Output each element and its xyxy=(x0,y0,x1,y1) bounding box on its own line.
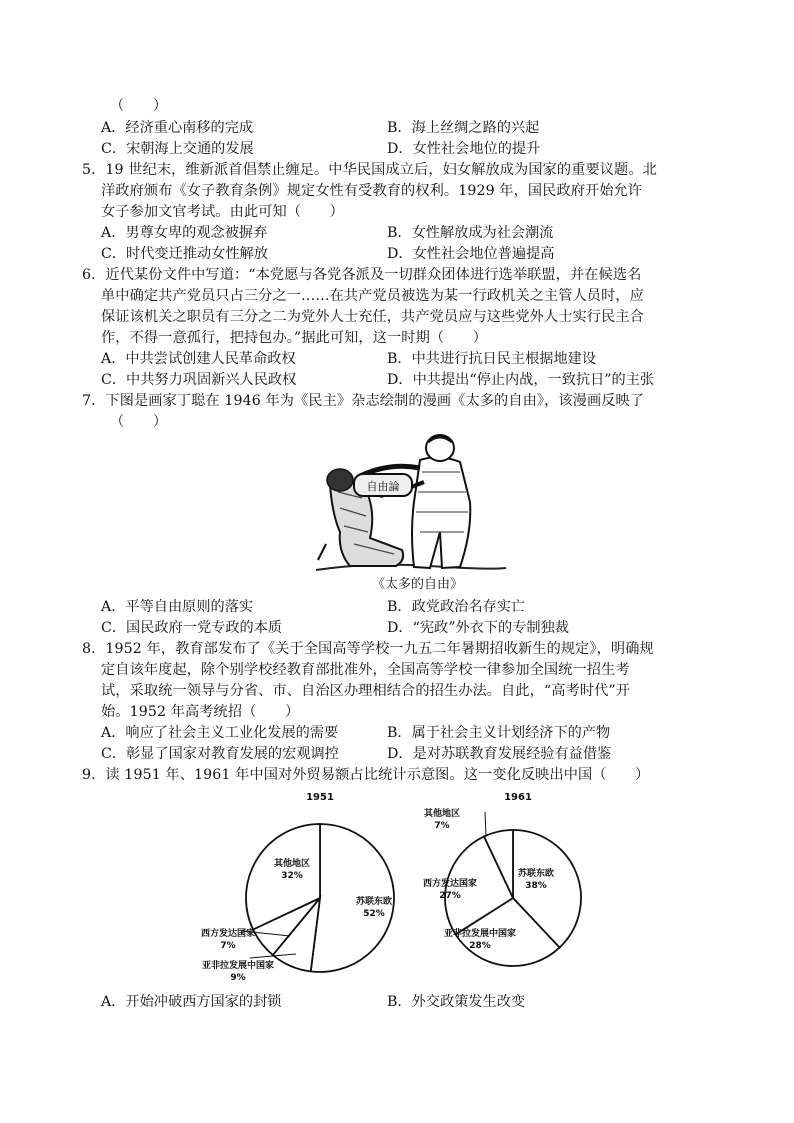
pie-slice-value: 28% xyxy=(469,941,491,951)
pie-slice-name: 苏联东欧 xyxy=(355,897,393,907)
q8-option-d: D．是对苏联教育发展经验有益借鉴 xyxy=(387,746,612,762)
trade-pie-charts xyxy=(180,786,600,986)
q9-option-b: B．外交政策发生改变 xyxy=(387,994,526,1010)
pie-slice-value: 52% xyxy=(363,909,385,919)
q5-option-a: A．男尊女卑的观念被摒弃 xyxy=(101,225,268,241)
q4-option-b: B．海上丝绸之路的兴起 xyxy=(387,120,540,136)
q8-stem-line: 8．1952 年，教育部发布了《关于全国高等学校一九五二年暑期招收新生的规定》，明确规 xyxy=(82,641,654,657)
q8-option-a: A．响应了社会主义工业化发展的需要 xyxy=(101,725,339,741)
q7-option-d: D．“宪政”外衣下的专制独裁 xyxy=(387,620,569,636)
q8-stem-line: 始。1952 年高考统招（ ） xyxy=(101,704,300,720)
q4-answer-blank: （ ） xyxy=(110,98,168,114)
pie-slice-value: 7% xyxy=(434,821,450,831)
cartoon-scroll-text: 自由論 xyxy=(366,480,400,493)
q8-stem-line: 试，采取统一领导与分省、市、自治区办理相结合的招生办法。自此，“高考时代”开 xyxy=(101,683,631,699)
q5-stem-line: 5．19 世纪末，维新派首倡禁止缠足。中华民国成立后，妇女解放成为国家的重要议题。北 xyxy=(82,162,657,178)
cartoon-figure xyxy=(310,432,510,577)
q4-option-a: A．经济重心南移的完成 xyxy=(101,120,254,136)
pie-slice-name: 西方发达国家 xyxy=(200,929,256,939)
pie-chart-svg xyxy=(180,786,600,986)
q6-stem-line: 保证该机关之职员有三分之二为党外人士充任，共产党员应与这些党外人士实行民主合 xyxy=(101,309,644,325)
q6-option-c: C．中共努力巩固新兴人民政权 xyxy=(101,372,297,388)
pie-slice-name: 西方发达国家 xyxy=(422,879,478,889)
q6-option-b: B．中共进行抗日民主根据地建设 xyxy=(387,351,597,367)
pie-leader-line xyxy=(485,812,486,836)
q7-option-a: A．平等自由原则的落实 xyxy=(101,599,254,615)
q5-option-d: D．女性社会地位普遍提高 xyxy=(387,246,555,262)
pie-slice-name: 其他地区 xyxy=(273,859,311,869)
pie-slice-name: 苏联东欧 xyxy=(517,869,555,879)
pie-slice-value: 32% xyxy=(281,871,303,881)
q5-option-c: C．时代变迁推动女性解放 xyxy=(101,246,268,262)
q7-option-c: C．国民政府一党专政的本质 xyxy=(101,620,283,636)
q9-stem-line: 9．读 1951 年、1961 年中国对外贸易额占比统计示意图。这一变化反映出中国（ ） xyxy=(82,767,650,783)
q6-stem-line: 作，不得一意孤行，把持包办。”据此可知，这一时期（ ） xyxy=(101,330,488,346)
pie-chart-1951 xyxy=(201,792,394,983)
pie-title: 1961 xyxy=(504,792,532,803)
q8-stem-line: 定自该年度起，除个别学校经教育部批准外，全国高等学校一律参加全国统一招生考 xyxy=(101,662,630,678)
pie-slice-name: 亚非拉发展中国家 xyxy=(201,961,275,971)
q8-option-b: B．属于社会主义计划经济下的产物 xyxy=(387,725,611,741)
pie-slice-value: 27% xyxy=(439,891,461,901)
q6-stem-line: 单中确定共产党员只占三分之一……在共产党员被选为某一行政机关之主管人员时，应 xyxy=(101,288,644,304)
q6-option-a: A．中共尝试创建人民革命政权 xyxy=(101,351,296,367)
q4-option-c: C．宋朝海上交通的发展 xyxy=(101,141,254,157)
q7-stem-line: （ ） xyxy=(110,414,168,430)
q4-option-d: D．女性社会地位的提升 xyxy=(387,141,541,157)
q7-stem-line: 7．下图是画家丁聪在 1946 年为《民主》杂志绘制的漫画《太多的自由》，该漫画反映了 xyxy=(82,393,645,409)
q7-option-b: B．政党政治名存实亡 xyxy=(387,599,526,615)
q8-option-c: C．彰显了国家对教育发展的宏观调控 xyxy=(101,746,339,762)
q5-stem-line: 洋政府颁布《女子教育条例》规定女性有受教育的权利。1929 年，国民政府开始允许 xyxy=(101,183,643,199)
pie-slice-name: 其他地区 xyxy=(423,809,461,819)
pie-slice-value: 7% xyxy=(220,941,236,951)
q5-option-b: B．女性解放成为社会潮流 xyxy=(387,225,554,241)
pie-slice-value: 38% xyxy=(525,881,547,891)
cartoon-illustration xyxy=(310,432,510,577)
q5-stem-line: 女子参加文官考试。由此可知（ ） xyxy=(101,204,344,220)
figure-caption: 《太多的自由》 xyxy=(372,577,464,592)
pie-chart-1961 xyxy=(423,792,581,966)
q9-option-a: A．开始冲破西方国家的封锁 xyxy=(101,994,282,1010)
pie-title: 1951 xyxy=(306,792,334,803)
q6-option-d: D．中共提出“停止内战，一致抗日”的主张 xyxy=(387,372,655,388)
pie-slice-name: 亚非拉发展中国家 xyxy=(443,929,517,939)
pie-slice-value: 9% xyxy=(230,973,246,983)
q6-stem-line: 6．近代某份文件中写道：“本党愿与各党各派及一切群众团体进行选举联盟，并在候选名 xyxy=(82,267,642,283)
